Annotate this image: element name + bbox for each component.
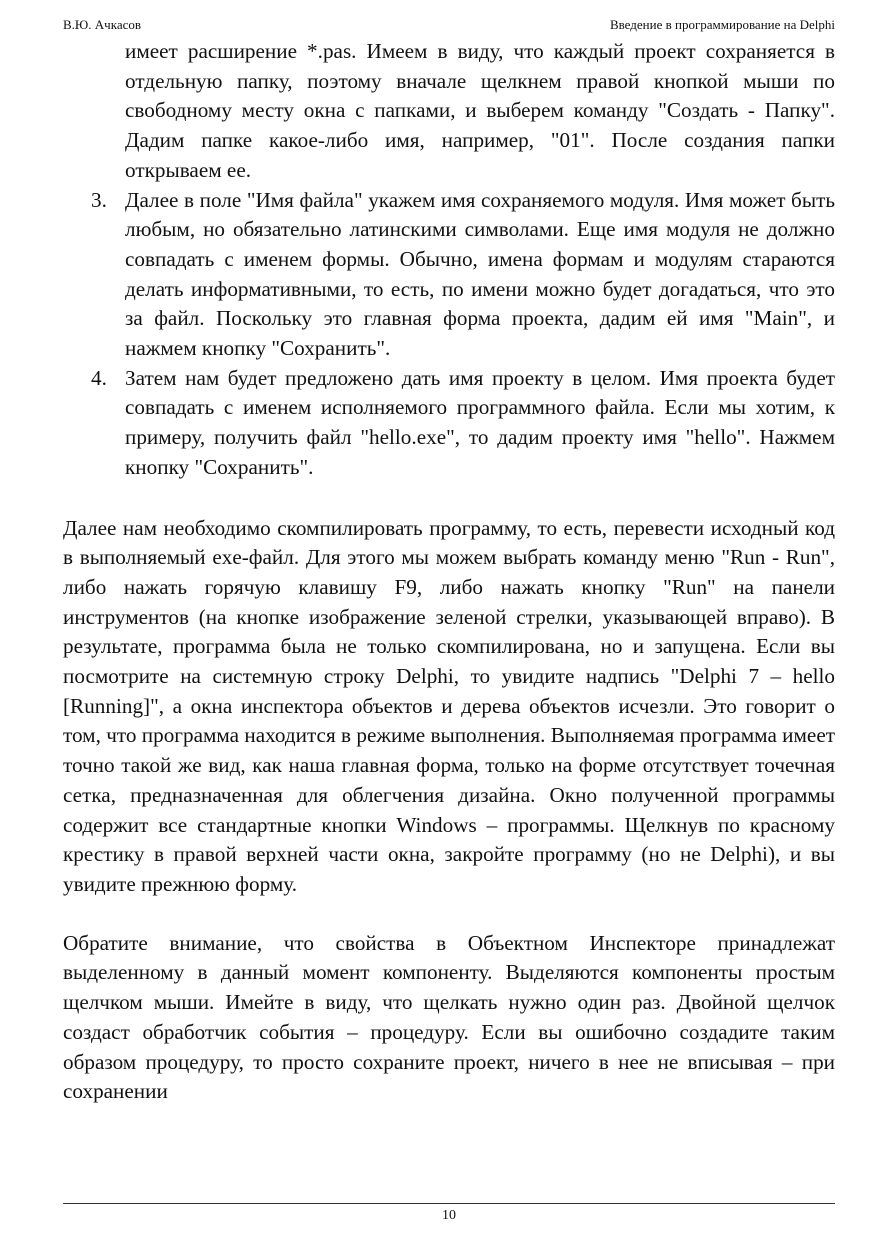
list-item-number: 3. (91, 187, 107, 212)
page-body (63, 37, 835, 1107)
header-author: В.Ю. Ачкасов (63, 17, 142, 32)
list-item-number: 4. (91, 365, 107, 390)
list-item-continuation: имеет расширение *.pas. Имеем в виду, что каждый проект сохраняется в отдельную папку, поэтому вначале щелкнем правой кнопкой мыши по свободному месту окна с папками, и выберем команду "Создать - Папку". Дадим папке какое-либо имя, например, "01". После создания папки открываем ее. (125, 39, 835, 182)
footer-rule (63, 1203, 835, 1204)
header-book-title: Введение в программирование на Delphi (609, 17, 835, 32)
list-item-text: Затем нам будет предложено дать имя проекту в целом. Имя проекта будет совпадать с именем исполняемого программного файла. Если мы хотим, к примеру, получить файл "hello.exe", то дадим проекту имя "hello". Нажмем кнопку "Сохранить". (125, 365, 835, 479)
paragraph: Обратите внимание, что свойства в Объектном Инспекторе принадлежат выделенному в данный момент компоненту. Выделяются компоненты простым щелчком мыши. Имейте в виду, что щелкать нужно один раз. Двойной щелчок создаст обработчик события – процедуру. Если вы ошибочно создадите таким образом процедуру, то просто сохраните проект, ничего в нее не вписывая – при сохранении (63, 930, 835, 1104)
list-item (91, 186, 835, 364)
paragraph: Далее нам необходимо скомпилировать программу, то есть, перевести исходный код в выполняемый exe-файл. Для этого мы можем выбрать команду меню "Run - Run", либо нажать горячую клавишу F9, либо нажать кнопку "Run" на панели инструментов (на кнопке изображение зеленой стрелки, указывающей вправо). В результате, программа была не только скомпилирована, но и запущена. Если вы посмотрите на системную строку Delphi, то увидите надпись "Delphi 7 – hello [Running]", а окна инспектора объектов и дерева объектов исчезли. Это говорит о том, что программа находится в режиме выполнения. Выполняемая программа имеет точно такой же вид, как наша главная форма, только на форме отсутствует точечная сетка, предназначенная для облегчения дизайна. Окно полученной программы содержит все стандартные кнопки Windows – программы. Щелкнув по красному крестику в правой верхней части окна, закройте программу (но не Delphi), и вы увидите прежнюю форму. (63, 515, 835, 896)
list-item (91, 364, 835, 483)
page-number: 10 (442, 1208, 456, 1223)
running-header (63, 16, 835, 34)
list-item-text: Далее в поле "Имя файла" укажем имя сохраняемого модуля. Имя может быть любым, но обязательно латинскими символами. Еще имя модуля не должно совпадать с именем формы. Обычно, имена формам и модулям стараются делать информативными, то есть, по имени можно будет догадаться, что это за файл. Поскольку это главная форма проекта, дадим ей имя "Main", и нажмем кнопку "Сохранить". (125, 187, 835, 361)
